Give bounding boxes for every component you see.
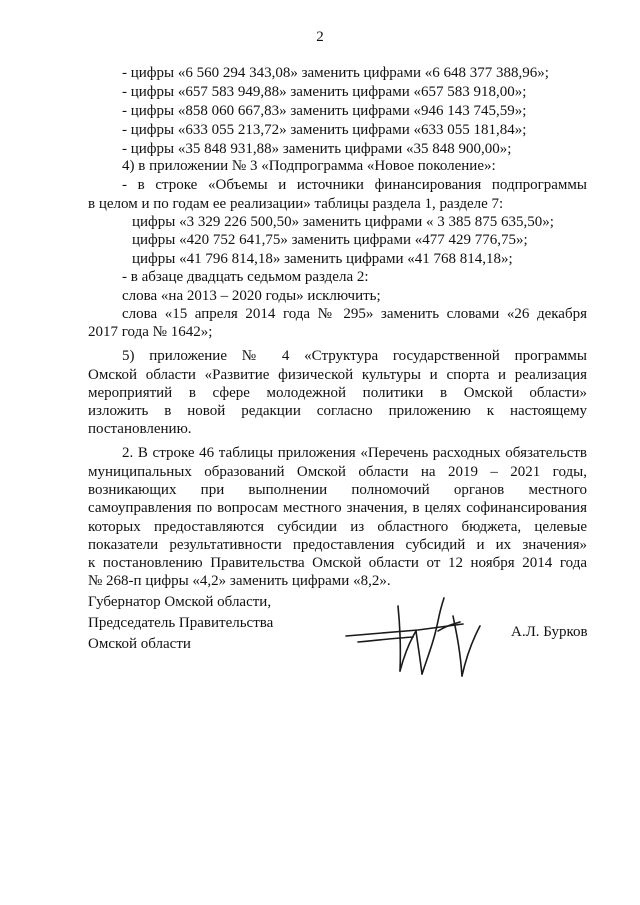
text-line: 2017 года № 1642»;	[88, 324, 213, 340]
text-line: мероприятий в сфере молодежной политики в Омской области»	[88, 385, 587, 401]
text-line: цифры «3 329 226 500,50» заменить цифрами « 3 385 875 635,50»;	[132, 214, 554, 230]
text-line: - цифры «35 848 931,88» заменить цифрами «35 848 900,00»;	[122, 141, 512, 157]
text-line: слова «на 2013 – 2020 годы» исключить;	[122, 288, 381, 304]
text-line: возникающих при выполнении полномочий органов местного	[88, 482, 587, 498]
text-line: к постановлению Правительства Омской области от 12 ноября 2014 года	[88, 555, 587, 571]
text-line: слова «15 апреля 2014 года № 295» заменить словами «26 декабря	[122, 306, 587, 322]
text-line: которых предоставляются субсидии из областного бюджета, целевые	[88, 519, 587, 535]
text-line: 4) в приложении № 3 «Подпрограмма «Новое поколение»:	[122, 158, 496, 174]
handwritten-signature	[338, 586, 498, 686]
text-line: изложить в новой редакции согласно приложению к настоящему	[88, 403, 587, 419]
text-line: показатели результативности предоставления субсидий и их значения»	[88, 537, 587, 553]
text-line: - цифры «6 560 294 343,08» заменить цифрами «6 648 377 388,96»;	[122, 65, 549, 81]
text-line: муниципальных образований Омской области на 2019 – 2021 годы,	[88, 464, 587, 480]
text-line: 2. В строке 46 таблицы приложения «Перечень расходных обязательств	[122, 445, 587, 461]
text-line: - цифры «633 055 213,72» заменить цифрами «633 055 181,84»;	[122, 122, 527, 138]
page-number: 2	[316, 29, 324, 45]
text-line: - в строке «Объемы и источники финансирования подпрограммы	[122, 177, 587, 193]
text-line: Омской области «Развитие физической культуры и спорта и реализация	[88, 367, 587, 383]
text-line: постановлению.	[88, 421, 192, 437]
signatory-title-line: Председатель Правительства	[88, 615, 274, 631]
text-line: цифры «420 752 641,75» заменить цифрами «477 429 776,75»;	[132, 232, 528, 248]
text-line: самоуправления по вопросам местного значения, в целях софинансирования	[88, 500, 587, 516]
text-line: - цифры «657 583 949,88» заменить цифрами «657 583 918,00»;	[122, 84, 527, 100]
signatory-title-line: Омской области	[88, 636, 191, 652]
text-line: - в абзаце двадцать седьмом раздела 2:	[122, 269, 369, 285]
text-line: в целом и по годам ее реализации» таблицы раздела 1, разделе 7:	[88, 196, 504, 212]
signer-name: А.Л. Бурков	[511, 624, 588, 640]
text-line: - цифры «858 060 667,83» заменить цифрами «946 143 745,59»;	[122, 103, 527, 119]
text-line: 5) приложение № 4 «Структура государственной программы	[122, 348, 587, 364]
text-line: № 268-п цифры «4,2» заменить цифрами «8,2».	[88, 573, 391, 589]
signatory-title-line: Губернатор Омской области,	[88, 594, 272, 610]
text-line: цифры «41 796 814,18» заменить цифрами «41 768 814,18»;	[132, 251, 513, 267]
